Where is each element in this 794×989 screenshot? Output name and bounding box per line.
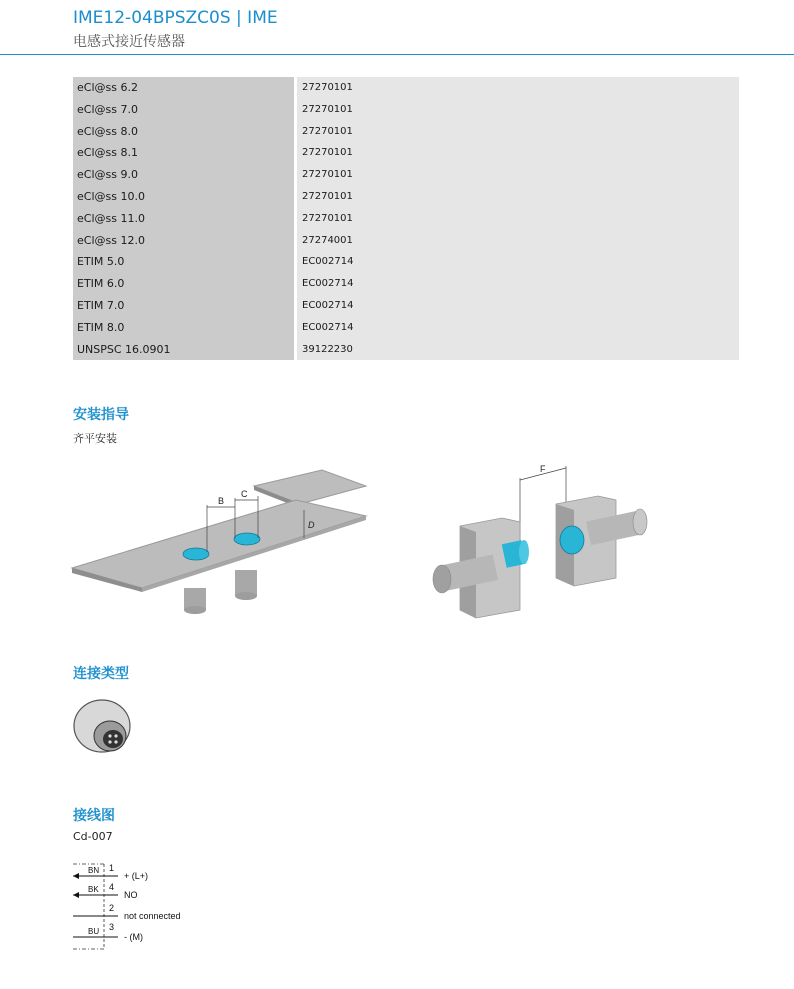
sensor-face-right bbox=[234, 533, 260, 545]
table-cell-label: UNSPSC 16.0901 bbox=[73, 339, 297, 361]
wire-arrow bbox=[73, 892, 79, 898]
table-cell-value: 27274001 bbox=[297, 230, 739, 252]
product-title: IME12-04BPSZC0S | IME bbox=[73, 8, 278, 28]
dimension-b-label: B bbox=[218, 496, 225, 506]
table-row bbox=[73, 164, 739, 186]
table-cell-label: ETIM 7.0 bbox=[73, 295, 297, 317]
left-sensor-end bbox=[433, 565, 451, 593]
table-cell-value: EC002714 bbox=[297, 273, 739, 295]
table-cell-label: eCl@ss 8.0 bbox=[73, 121, 297, 143]
table-cell-value: 27270101 bbox=[297, 99, 739, 121]
left-sensor-face-end bbox=[519, 540, 529, 564]
dimension-f-label: F bbox=[540, 464, 546, 474]
wire-arrow bbox=[73, 873, 79, 879]
connector-pin bbox=[114, 734, 117, 737]
dimension-c-label: C bbox=[241, 489, 248, 499]
table-row bbox=[73, 339, 739, 361]
table-cell-value: 27270101 bbox=[297, 121, 739, 143]
connector-socket bbox=[103, 730, 123, 748]
table-cell-value: EC002714 bbox=[297, 295, 739, 317]
table-cell-label: ETIM 5.0 bbox=[73, 251, 297, 273]
signal-label: NO bbox=[124, 890, 138, 900]
pin-number: 2 bbox=[109, 903, 115, 913]
wire-label: BU bbox=[88, 927, 100, 936]
installation-subheading: 齐平安装 bbox=[73, 432, 117, 445]
sensor-base-left bbox=[184, 606, 206, 614]
table-cell-label: ETIM 6.0 bbox=[73, 273, 297, 295]
sensor-base-right bbox=[235, 592, 257, 600]
table-cell-value: 27270101 bbox=[297, 164, 739, 186]
opposite-mount-diagram bbox=[428, 460, 653, 620]
table-row bbox=[73, 251, 739, 273]
right-sensor-end bbox=[633, 509, 647, 535]
signal-label: not connected bbox=[124, 911, 181, 921]
table-cell-label: eCl@ss 6.2 bbox=[73, 77, 297, 99]
table-cell-label: eCl@ss 8.1 bbox=[73, 142, 297, 164]
table-cell-value: EC002714 bbox=[297, 317, 739, 339]
installation-heading: 安装指导 bbox=[73, 407, 129, 423]
table-row bbox=[73, 142, 739, 164]
table-row bbox=[73, 317, 739, 339]
table-row bbox=[73, 208, 739, 230]
sensor-face-left bbox=[183, 548, 209, 560]
upper-plate bbox=[254, 470, 366, 504]
wiring-code: Cd-007 bbox=[73, 830, 113, 843]
table-row bbox=[73, 121, 739, 143]
flush-mount-diagram bbox=[68, 460, 373, 620]
table-row bbox=[73, 295, 739, 317]
table-cell-value: 27270101 bbox=[297, 186, 739, 208]
table-row bbox=[73, 99, 739, 121]
table-cell-label: eCl@ss 7.0 bbox=[73, 99, 297, 121]
connection-heading: 连接类型 bbox=[73, 666, 129, 682]
signal-label: + (L+) bbox=[124, 871, 149, 881]
wiring-diagram bbox=[70, 860, 270, 955]
table-cell-label: eCl@ss 12.0 bbox=[73, 230, 297, 252]
table-cell-value: 27270101 bbox=[297, 208, 739, 230]
connector-pin bbox=[114, 740, 117, 743]
pin-number: 1 bbox=[109, 863, 115, 873]
connector-pin bbox=[108, 734, 111, 737]
table-cell-label: eCl@ss 9.0 bbox=[73, 164, 297, 186]
wiring-heading: 接线图 bbox=[73, 808, 115, 824]
m12-connector-image bbox=[72, 696, 138, 760]
table-cell-value: 39122230 bbox=[297, 339, 739, 361]
pin-number: 3 bbox=[109, 922, 115, 932]
wire-label: BN bbox=[88, 866, 100, 875]
classification-table bbox=[73, 77, 739, 360]
product-subtitle: 电感式接近传感器 bbox=[73, 34, 185, 50]
connector-pin bbox=[108, 740, 111, 743]
right-sensor-face bbox=[560, 526, 584, 554]
table-row bbox=[73, 77, 739, 99]
dimension-d-label: D bbox=[308, 520, 315, 530]
table-cell-label: eCl@ss 10.0 bbox=[73, 186, 297, 208]
main-plate bbox=[72, 500, 366, 588]
table-row bbox=[73, 273, 739, 295]
wire-label: BK bbox=[88, 885, 99, 894]
table-cell-value: 27270101 bbox=[297, 77, 739, 99]
table-row bbox=[73, 186, 739, 208]
pin-number: 4 bbox=[109, 882, 115, 892]
table-cell-label: eCl@ss 11.0 bbox=[73, 208, 297, 230]
table-row bbox=[73, 230, 739, 252]
table-cell-value: EC002714 bbox=[297, 251, 739, 273]
page-header bbox=[0, 0, 794, 55]
table-cell-value: 27270101 bbox=[297, 142, 739, 164]
signal-label: - (M) bbox=[124, 932, 143, 942]
table-cell-label: ETIM 8.0 bbox=[73, 317, 297, 339]
